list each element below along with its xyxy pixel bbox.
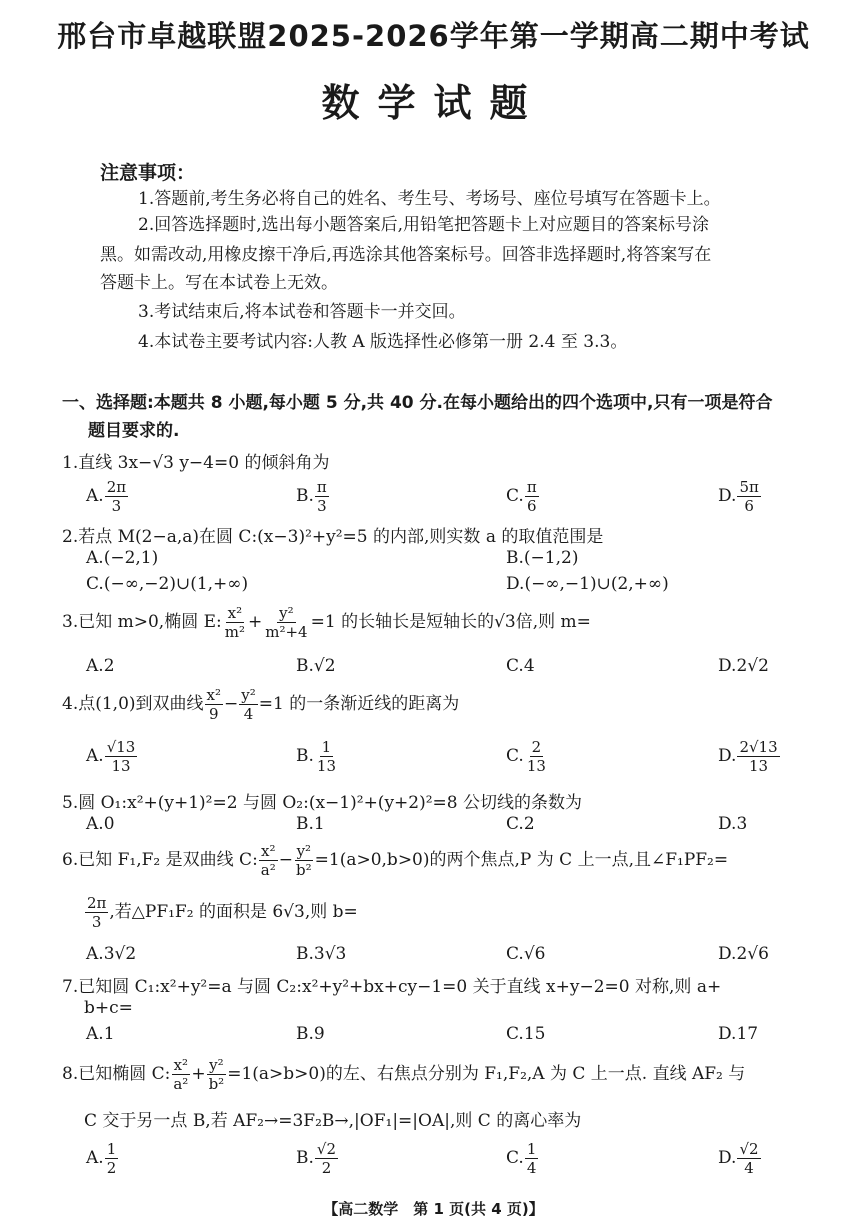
option-c: C.(−∞,−2)∪(1,+∞) — [86, 574, 249, 594]
question-stem: 8.已知椭圆 C: $\frac{\text{x²}}{\text{a²}}$ + $\frac{\text{y²}}{\text{b²}}$ =1(a>b>0)的左、右焦点分别为 F₁,F₂,A 为 C 上一点. 直线 AF₂ 与 — [62, 1056, 746, 1093]
option-a: A.2 — [86, 656, 115, 676]
option-c: C. $\frac{\pi}{6}$ — [506, 478, 537, 515]
question-stem-cont: b+c= — [84, 998, 133, 1018]
exam-title: 邢台市卓越联盟2025-2026学年第一学期高二期中考试 — [57, 19, 810, 53]
notice-heading: 注意事项： — [100, 162, 196, 184]
option-b: B.(−1,2) — [506, 548, 579, 568]
option-d: D.2√6 — [718, 944, 769, 964]
page-footer: 【高二数学 第 1 页(共 4 页)】 — [323, 1200, 544, 1218]
notice-line: 3.考试结束后,将本试卷和答题卡一并交回。 — [138, 302, 466, 322]
option-c: C.√6 — [506, 944, 546, 964]
option-d: D. $\frac{5\pi}{6}$ — [718, 478, 759, 515]
section-heading-cont: 题目要求的. — [88, 421, 180, 441]
question-stem: 1.直线 3x−√3 y−4=0 的倾斜角为 — [62, 453, 330, 473]
question-stem: 3.已知 m>0,椭圆 E: $\frac{\text{x²}}{\text{m²}}$ + $\frac{\text{y²}}{\text{m²+4}}$ =1 的长轴长是短轴长的√3倍,则 m= — [62, 604, 591, 641]
option-c: C.4 — [506, 656, 535, 676]
option-c: C.15 — [506, 1024, 546, 1044]
option-a: A. $\frac{√13}{13}$ — [86, 738, 136, 775]
option-a: A. $\frac{2\pi}{3}$ — [86, 478, 127, 515]
option-b: B.1 — [296, 814, 325, 834]
option-d: D.3 — [718, 814, 748, 834]
option-b: B. $\frac{√2}{2}$ — [296, 1140, 337, 1177]
option-b: B.3√3 — [296, 944, 347, 964]
question-stem-cont: $\frac{2\pi}{3}$ ,若△PF₁F₂ 的面积是 6√3,则 b= — [87, 894, 358, 931]
notice-line: 2.回答选择题时,选出每小题答案后,用铅笔把答题卡上对应题目的答案标号涂 — [138, 215, 710, 235]
notice-line: 答题卡上。写在本试卷上无效。 — [100, 273, 338, 293]
option-d: D. $\frac{2√13}{13}$ — [718, 738, 778, 775]
notice-line: 4.本试卷主要考试内容:人教 A 版选择性必修第一册 2.4 至 3.3。 — [138, 332, 628, 352]
option-b: B.9 — [296, 1024, 325, 1044]
question-stem: 7.已知圆 C₁:x²+y²=a 与圆 C₂:x²+y²+bx+cy−1=0 关于直线 x+y−2=0 对称,则 a+ — [62, 977, 722, 997]
option-b: B. $\frac{1}{13}$ — [296, 738, 336, 775]
option-c: C.2 — [506, 814, 535, 834]
notice-line: 1.答题前,考生务必将自己的姓名、考生号、考场号、座位号填写在答题卡上。 — [138, 189, 721, 209]
subject-title: 数学试题 — [321, 81, 546, 125]
question-stem: 2.若点 M(2−a,a)在圆 C:(x−3)²+y²=5 的内部,则实数 a 的取值范围是 — [62, 527, 604, 547]
option-a: A.(−2,1) — [86, 548, 159, 568]
section-heading: 一、选择题:本题共 8 小题,每小题 5 分,共 40 分.在每小题给出的四个选项中,只有一项是符合 — [62, 393, 773, 413]
option-c: C. $\frac{1}{4}$ — [506, 1140, 537, 1177]
question-stem-cont: C 交于另一点 B,若 AF₂→=3F₂B→,|OF₁|=|OA|,则 C 的离心率为 — [84, 1111, 582, 1131]
option-d: D.(−∞,−1)∪(2,+∞) — [506, 574, 669, 594]
question-stem: 5.圆 O₁:x²+(y+1)²=2 与圆 O₂:(x−1)²+(y+2)²=8 公切线的条数为 — [62, 793, 583, 813]
option-b: B.√2 — [296, 656, 336, 676]
option-d: D.2√2 — [718, 656, 769, 676]
question-stem: 6.已知 F₁,F₂ 是双曲线 C: $\frac{\text{x²}}{\text{a²}}$ − $\frac{\text{y²}}{\text{b²}}$ =1(a>0,b>0)的两个焦点,P 为 C 上一点,且∠F₁PF₂= — [62, 842, 729, 879]
option-a: A.1 — [86, 1024, 115, 1044]
option-a: A.0 — [86, 814, 115, 834]
option-d: D.17 — [718, 1024, 759, 1044]
notice-line: 黑。如需改动,用橡皮擦干净后,再选涂其他答案标号。回答非选择题时,将答案写在 — [100, 245, 712, 265]
option-a: A. $\frac{1}{2}$ — [86, 1140, 117, 1177]
option-a: A.3√2 — [86, 944, 137, 964]
option-c: C. $\frac{2}{13}$ — [506, 738, 546, 775]
option-d: D. $\frac{√2}{4}$ — [718, 1140, 759, 1177]
question-stem: 4.点(1,0)到双曲线 $\frac{\text{x²}}{9}$ − $\frac{\text{y²}}{4}$ =1 的一条渐近线的距离为 — [62, 686, 460, 723]
option-b: B. $\frac{\pi}{3}$ — [296, 478, 327, 515]
